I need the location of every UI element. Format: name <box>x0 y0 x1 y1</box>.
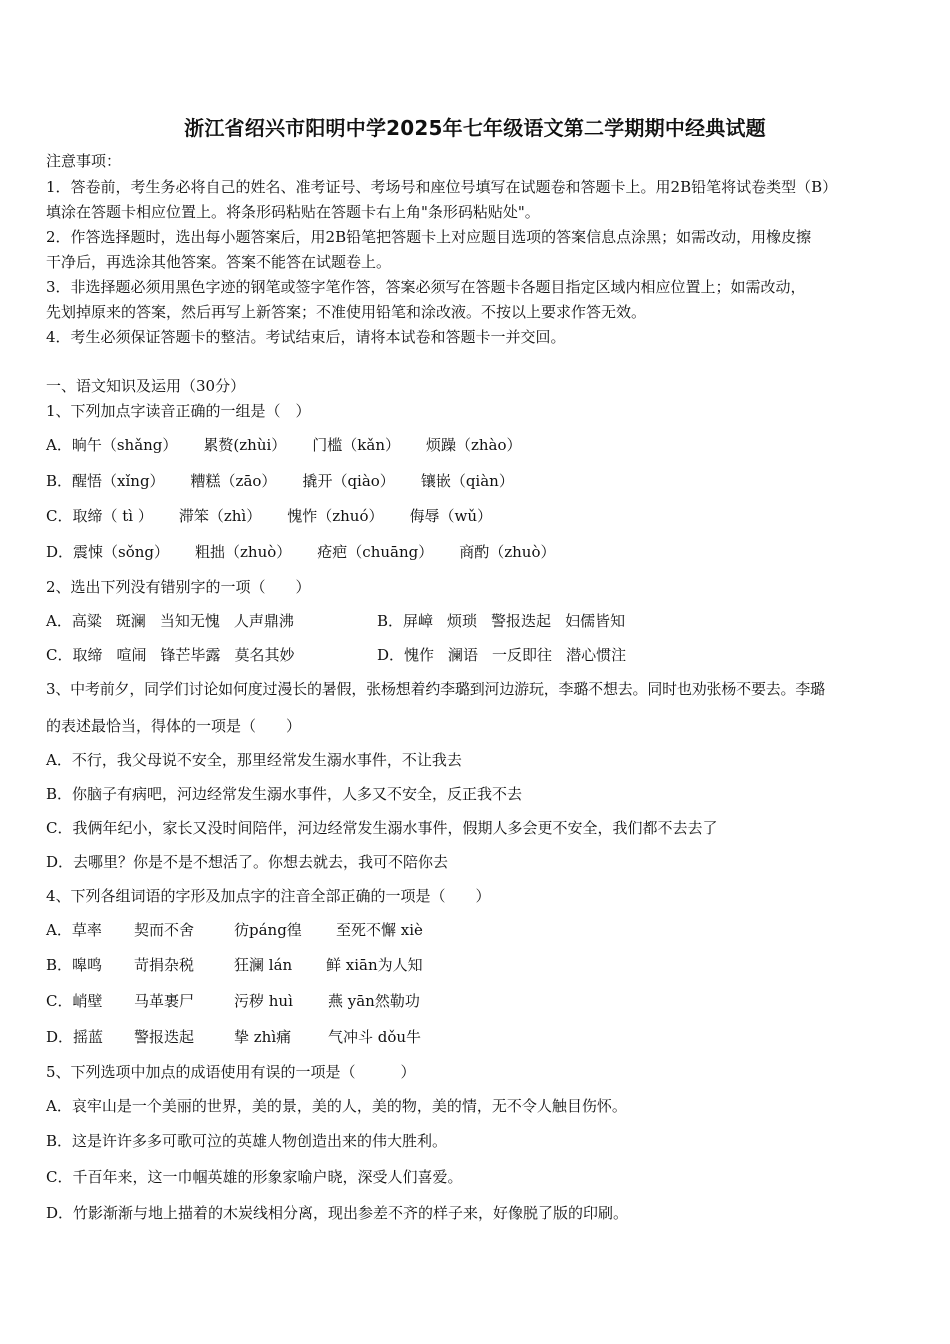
question-3-stem-cont: 的表述最恰当，得体的一项是（ ） <box>46 717 302 735</box>
q2-options-cd <box>46 645 708 665</box>
notice-heading: 注意事项： <box>46 152 122 170</box>
q2-option-c: C．取缔 喧闹 锋芒毕露 莫名其妙 <box>46 646 295 664</box>
q5-option-b: B．这是许许多多可歌可泣的英雄人物创造出来的伟大胜利。 <box>46 1132 448 1150</box>
q5-option-c: C．千百年来，这一巾帼英雄的形象家喻户晓，深受人们喜爱。 <box>46 1168 463 1186</box>
notice-line: 4．考生必须保证答题卡的整洁。考试结束后，请将本试卷和答题卡一并交回。 <box>46 328 566 346</box>
notice-line: 干净后，再选涂其他答案。答案不能答在试题卷上。 <box>46 253 392 271</box>
q1-option-b: B．醒悟（xǐng） 糟糕（zāo） 撬开（qiào） 镶嵌（qiàn） <box>46 472 514 490</box>
notice-line: 填涂在答题卡相应位置上。将条形码粘贴在答题卡右上角"条形码粘贴处"。 <box>46 203 540 221</box>
q2-option-a: A．高粱 斑澜 当知无愧 人声鼎沸 <box>46 612 294 630</box>
notice-line: 先划掉原来的答案，然后再写上新答案；不准使用铅笔和涂改液。不按以上要求作答无效。 <box>46 303 647 321</box>
q2-options-ab <box>46 611 708 631</box>
question-1-stem: 1、下列加点字读音正确的一组是（ ） <box>46 402 311 420</box>
q1-option-a: A．晌午（shǎng） 累赘(zhùi） 门槛（kǎn） 烦躁（zhào） <box>46 436 522 454</box>
q2-option-d: D．愧作 澜语 一反即往 潜心惯注 <box>377 646 627 664</box>
q3-option-a: A．不行，我父母说不安全，那里经常发生溺水事件，不让我去 <box>46 751 462 769</box>
question-4-stem: 4、下列各组词语的字形及加点字的注音全部正确的一项是（ ） <box>46 887 491 905</box>
q2-option-b: B．屏嶂 烦琐 警报迭起 妇儒皆知 <box>377 612 626 630</box>
q4-option-b: B．嗥鸣 苛捐杂税 狂澜 lán 鲜 xiān为人知 <box>46 956 423 974</box>
question-2-stem: 2、选出下列没有错别字的一项（ ） <box>46 578 311 596</box>
q5-option-a: A．哀牢山是一个美丽的世界，美的景，美的人，美的物，美的情，无不令人触目伤怀。 <box>46 1097 627 1115</box>
q3-option-c: C．我俩年纪小，家长又没时间陪伴，河边经常发生溺水事件，假期人多会更不安全，我们都不去去了 <box>46 819 718 837</box>
notice-line: 1．答卷前，考生务必将自己的姓名、准考证号、考场号和座位号填写在试题卷和答题卡上。用2B铅笔将试卷类型（B） <box>46 178 838 196</box>
notice-line: 2．作答选择题时，选出每小题答案后，用2B铅笔把答题卡上对应题目选项的答案信息点涂黑；如需改动，用橡皮擦 <box>46 228 812 246</box>
q1-option-c: C．取缔（ tì ） 滞笨（zhì） 愧怍（zhuó） 侮辱（wǔ） <box>46 507 492 525</box>
q3-option-d: D．去哪里？你是不是不想活了。你想去就去，我可不陪你去 <box>46 853 449 871</box>
q4-option-d: D．摇蓝 警报迭起 挚 zhì痛 气冲斗 dǒu牛 <box>46 1028 422 1046</box>
q4-option-a: A．草率 契而不舍 彷páng徨 至死不懈 xiè <box>46 921 423 939</box>
question-5-stem: 5、下列选项中加点的成语使用有误的一项是（ ） <box>46 1063 416 1081</box>
section-heading: 一、语文知识及运用（30分） <box>46 377 246 395</box>
page-title: 浙江省绍兴市阳明中学2025年七年级语文第二学期期中经典试题 <box>184 116 766 140</box>
notice-line: 3．非选择题必须用黑色字迹的钢笔或签字笔作答，答案必须写在答题卡各题目指定区域内相应位置上；如需改动， <box>46 278 806 296</box>
question-3-stem: 3、中考前夕，同学们讨论如何度过漫长的暑假，张杨想着约李璐到河边游玩，李璐不想去。同时也劝张杨不要去。李璐 <box>46 680 825 698</box>
q4-option-c: C．峭壁 马革裹尸 污秽 huì 燕 yān然勒功 <box>46 992 420 1010</box>
q5-option-d: D．竹影渐渐与地上描着的木炭线相分离，现出参差不齐的样子来，好像脱了版的印刷。 <box>46 1204 629 1222</box>
q3-option-b: B．你脑子有病吧，河边经常发生溺水事件，人多又不安全，反正我不去 <box>46 785 523 803</box>
q1-option-d: D．震悚（sǒng） 粗拙（zhuò） 疮疤（chuāng） 商酌（zhuò） <box>46 543 556 561</box>
